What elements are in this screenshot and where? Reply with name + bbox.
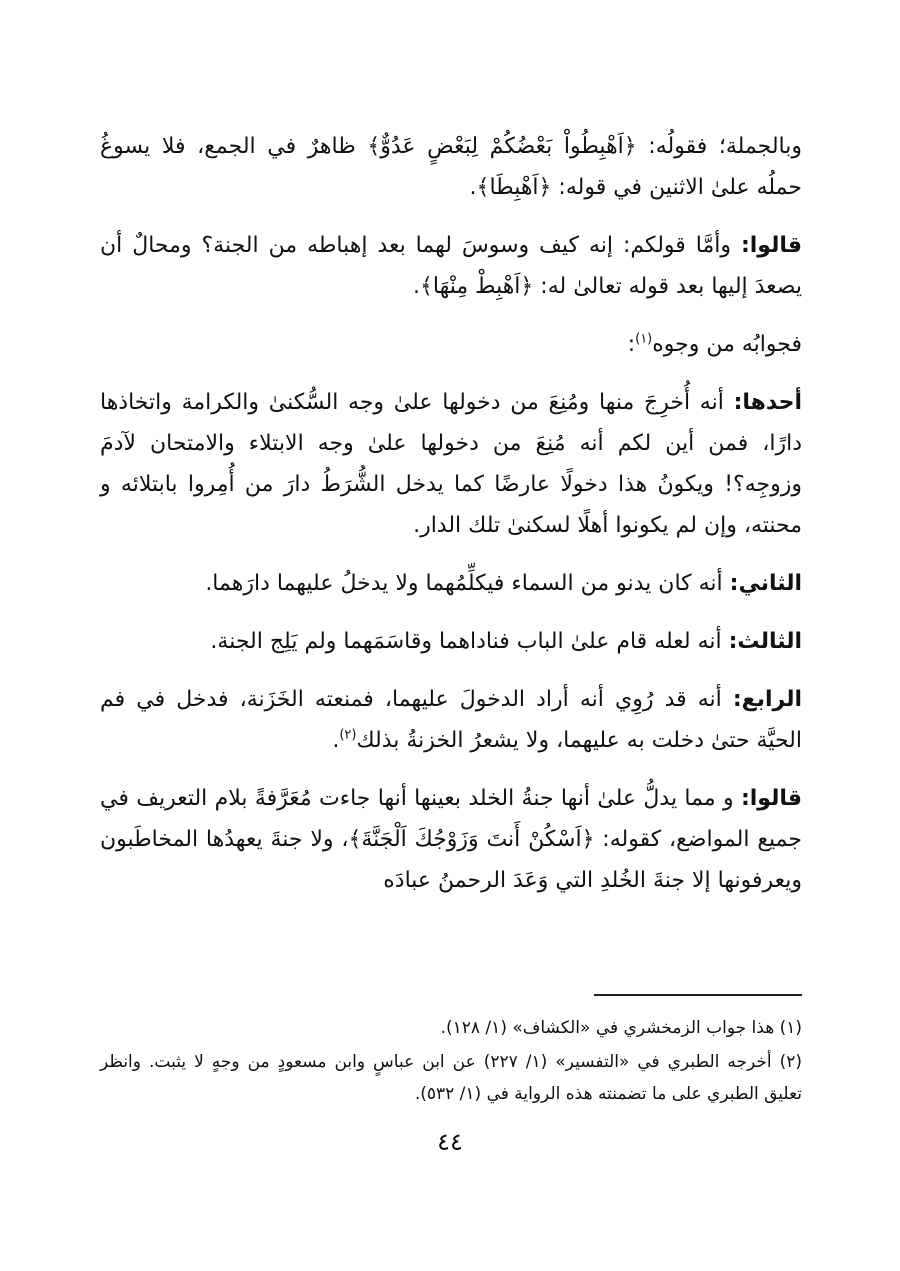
paragraph-label: أحدها: — [733, 390, 802, 415]
paragraph-text: . — [413, 274, 421, 299]
paragraph-7 — [100, 679, 802, 761]
paragraph-text: أنه قد رُوِي أنه أراد الدخولَ عليهما، فمنعته الخَزَنة، فدخل في فم الحيَّة حتىٰ دخلت به عليهما، ولا يشعرُ الخزنةُ بذلك — [100, 687, 802, 753]
paragraph-label: الثاني: — [729, 571, 802, 596]
paragraph-text: وأمَّا قولكم: إنه كيف وسوسَ لهما بعد إهباطه من الجنة؟ ومحالٌ أن يصعدَ إليها بعد قوله تعالىٰ له: — [100, 233, 802, 299]
footnote-text: هذا جواب الزمخشري في «الكشاف» (١/ ١٢٨). — [440, 1018, 775, 1038]
paragraph-text: أنه أُخرِجَ منها ومُنِعَ من دخولها علىٰ وجه السُّكنىٰ والكرامة واتخاذها دارًا، فمن أين لكم أنه مُنِعَ من دخولها علىٰ وجه الابتلاء والامتحان لآدمَ وزوجِه؟! ويكونُ هذا دخولًا عارضًا كما يدخل الشُّرَطُ دارَ من أُمِروا بابتلائه و محنته، وإن لم يكونوا أهلًا لسكنىٰ تلك الدار. — [100, 390, 802, 538]
paragraph-1 — [100, 126, 802, 208]
paragraph-4 — [100, 382, 802, 546]
paragraph-label: الثالث: — [728, 629, 802, 654]
paragraph-text: فجوابُه من وجوه — [652, 332, 802, 357]
paragraph-6 — [100, 621, 802, 662]
paragraph-text: ظاهرٌ في الجمع، فلا يسوغُ حملُه علىٰ الاثنين في قوله: — [100, 134, 802, 200]
footnote-separator — [594, 994, 802, 996]
quran-verse: ﴿اَهْبِطْ مِنْهَا﴾ — [420, 274, 534, 299]
paragraph-text: و مما يدلُّ علىٰ أنها جنةُ الخلد بعينها أنها جاءت مُعَرَّفةً بلام التعريف في جميع المواضع، كقوله: — [100, 786, 802, 852]
paragraph-label: قالوا: — [740, 233, 802, 258]
quran-verse: ﴿اَسْكُنْ أَنتَ وَزَوْجُكَ اَلْجَنَّةَ﴾ — [348, 827, 595, 852]
paragraph-text: أنه كان يدنو من السماء فيكلِّمُهما ولا يدخلُ عليهما دارَهما. — [205, 571, 730, 596]
paragraph-text: . — [469, 175, 477, 200]
paragraph-text: : — [627, 332, 636, 357]
footnote-marker[interactable]: (٢) — [339, 727, 357, 743]
footnotes — [100, 1012, 802, 1112]
footnote-number: (١) — [779, 1018, 802, 1038]
quran-verse: ﴿اَهْبِطُواْ بَعْضُكُمْ لِبَعْضٍ عَدُوٌّ﴾ — [367, 134, 637, 159]
footnote-text: أخرجه الطبري في «التفسير» (١/ ٢٢٧) عن ابن عباسٍ وابن مسعودٍ من وجهٍ لا يثبت. وانظر تعليق الطبري على ما تضمنته هذه الرواية في (١/ ٥٣٢). — [100, 1052, 802, 1104]
paragraph-label: قالوا: — [740, 786, 802, 811]
paragraph-5 — [100, 563, 802, 604]
main-text — [100, 126, 802, 918]
paragraph-text: وبالجملة؛ فقولُه: — [636, 134, 802, 159]
paragraph-label: الرابع: — [732, 687, 802, 712]
paragraph-3 — [100, 324, 802, 365]
footnote-number: (٢) — [779, 1052, 803, 1072]
paragraph-8 — [100, 778, 802, 901]
paragraph-2 — [100, 225, 802, 307]
paragraph-text: . — [332, 728, 340, 753]
page-number: ٤٤ — [437, 1128, 463, 1156]
paragraph-text: أنه لعله قام علىٰ الباب فناداهما وقاسَمَهما ولم يَلِج الجنة. — [210, 629, 729, 654]
footnote-marker[interactable]: (١) — [635, 331, 653, 347]
footnote-2 — [100, 1046, 802, 1110]
footnote-1 — [100, 1012, 802, 1044]
paragraph-text: ، ولا جنةَ يعهدُها المخاطَبون ويعرفونها إلا جنةَ الخُلدِ التي وَعَدَ الرحمنُ عبادَه — [100, 827, 802, 893]
quran-verse: ﴿اَهْبِطَا﴾ — [476, 175, 552, 200]
